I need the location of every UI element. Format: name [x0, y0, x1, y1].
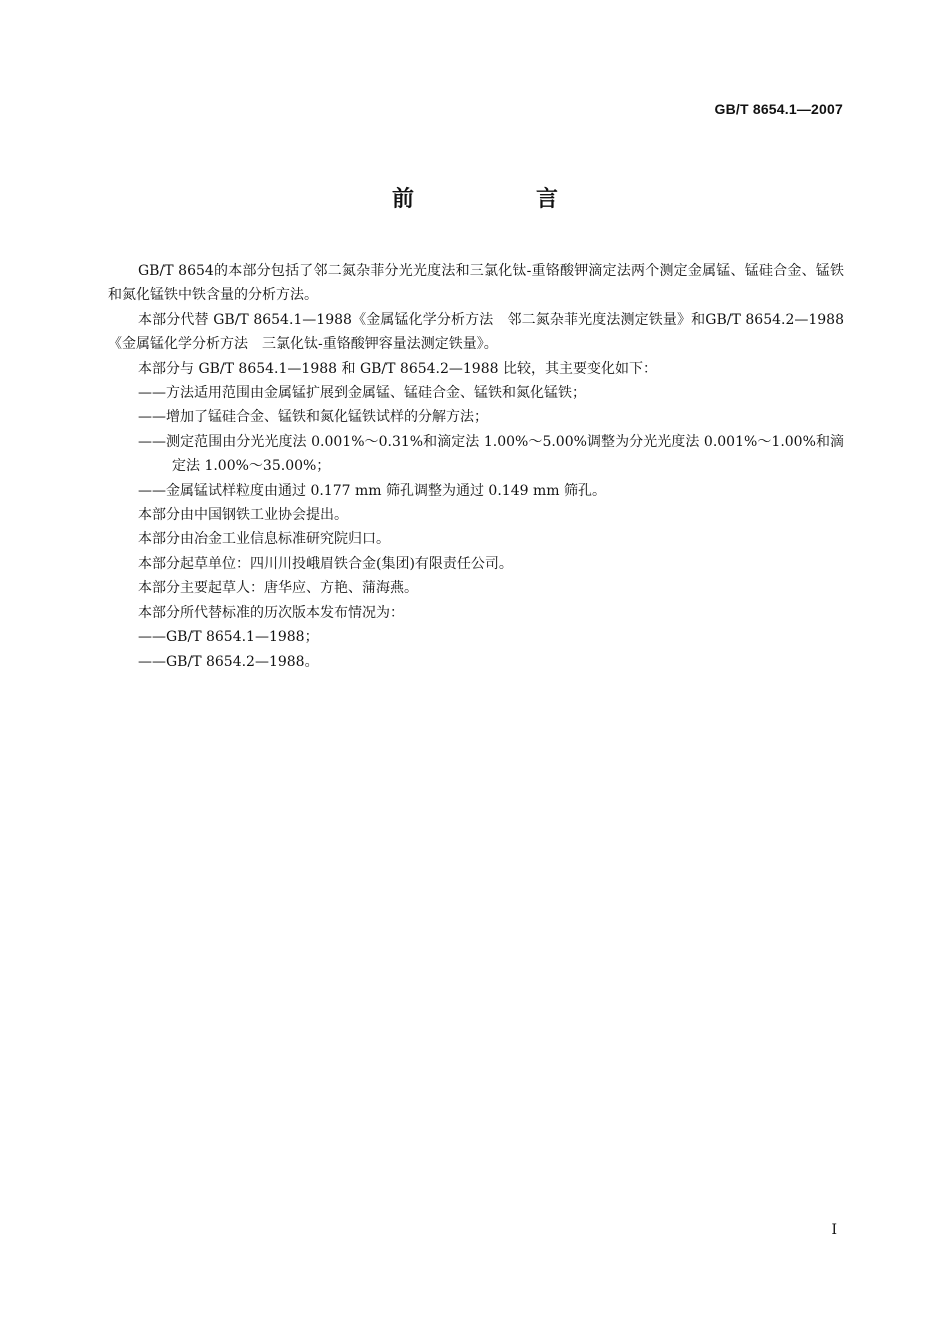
change-item: ——方法适用范围由金属锰扩展到金属锰、锰硅合金、锰铁和氮化锰铁；: [138, 385, 586, 402]
proposer-paragraph: 本部分由中国钢铁工业协会提出。: [138, 507, 348, 524]
standard-code: GB/T 8654.1—2007: [714, 101, 843, 117]
replacement-paragraph: 本部分代替 GB/T 8654.1—1988《金属锰化学分析方法 邻二氮杂菲光度法测定铁量》和GB/T 8654.2—1988《金属锰化学分析方法 三氯化钛-重铬酸钾容量法测定铁量》。: [108, 311, 844, 353]
centralized-unit-paragraph: 本部分由冶金工业信息标准研究院归口。: [138, 531, 390, 548]
history-item: ——GB/T 8654.1—1988；: [138, 629, 319, 646]
history-item: ——GB/T 8654.2—1988。: [138, 653, 319, 670]
change-item: ——增加了锰硅合金、锰铁和氮化锰铁试样的分解方法；: [138, 409, 488, 426]
change-item: ——测定范围由分光光度法 0.001%～0.31%和滴定法 1.00%～5.00%调整为分光光度法 0.001%～1.00%和滴定法 1.00%～35.00%；: [138, 433, 844, 475]
page-number: I: [831, 1222, 837, 1238]
intro-paragraph: GB/T 8654的本部分包括了邻二氮杂菲分光光度法和三氯化钛-重铬酸钾滴定法两个测定金属锰、锰硅合金、锰铁和氮化锰铁中铁含量的分析方法。: [108, 263, 844, 304]
drafters-paragraph: 本部分主要起草人：唐华应、方艳、蒲海燕。: [138, 580, 418, 597]
page-title: 前 言: [391, 187, 608, 212]
foreword-body: [108, 259, 844, 674]
changes-intro-paragraph: 本部分与 GB/T 8654.1—1988 和 GB/T 8654.2—1988 比较，其主要变化如下：: [138, 360, 657, 377]
change-item: ——金属锰试样粒度由通过 0.177 mm 筛孔调整为通过 0.149 mm 筛孔。: [138, 482, 606, 499]
history-intro-paragraph: 本部分所代替标准的历次版本发布情况为：: [138, 604, 404, 621]
drafting-unit-paragraph: 本部分起草单位：四川川投峨眉铁合金(集团)有限责任公司。: [138, 555, 513, 572]
